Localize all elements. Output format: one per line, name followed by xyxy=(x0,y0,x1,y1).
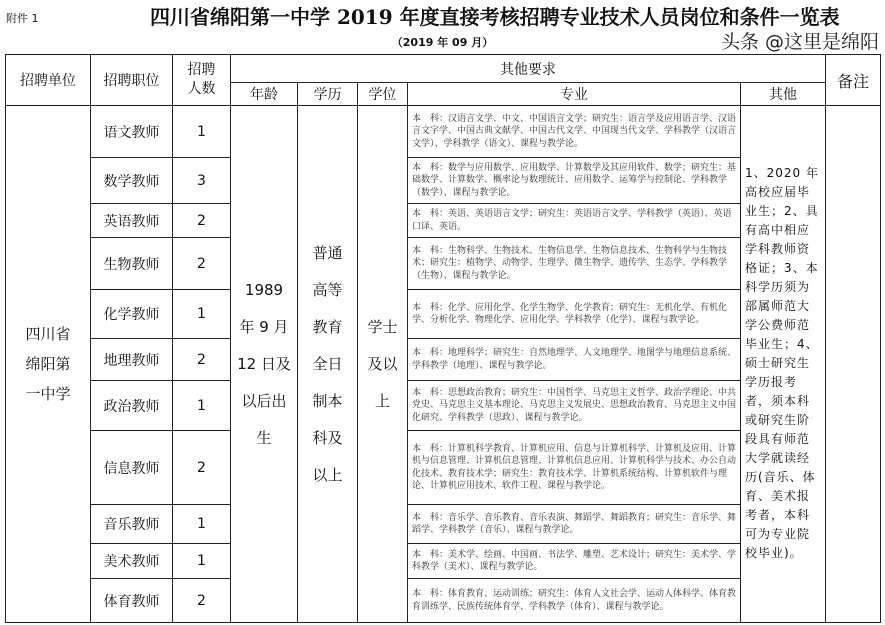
major-cell: 本 科：计算机科学教育、计算机应用、信息与计算机科学、计算机及应用、计算机与信息管理、计算机信息管理、计算机信息应用、计算机科学与技术、办公自动化技术、教育技术学；研究生：教育技术学、计算机系统结构、计算机软件与理论、计算机应用技术、软件工程、课程与教学论。 xyxy=(408,431,741,505)
header-degree: 学位 xyxy=(358,83,408,106)
header-age: 年龄 xyxy=(231,83,298,106)
major-cell: 本 科：生物科学、生物技术、生物信息学、生物信息技术、生物科学与生物技术；研究生：植物学、动物学、生理学、微生物学、遗传学、生态学、学科教学（生物）、课程与教学论。 xyxy=(408,238,741,290)
major-cell: 本 科：体育教育、运动训练；研究生：体育人文社会学、运动人体科学、体育教育训练学、民族传统体育学、学科教学（体育）、课程与教学论。 xyxy=(408,579,741,623)
header-education: 学历 xyxy=(298,83,358,106)
header-other-requirements: 其他要求 xyxy=(231,55,826,83)
major-cell: 本 科：音乐学、音乐教育、音乐表演、舞蹈学、舞蹈教育；研究生：音乐学、舞蹈学、学科教学（音乐）、课程与教学论。 xyxy=(408,505,741,544)
major-cell: 本 科：化学、应用化学、化学生物学、化学教育；研究生：无机化学、有机化学、分析化学、物理化学、应用化学、学科教学（化学）、课程与教学论。 xyxy=(408,290,741,339)
attachment-label: 附件 1 xyxy=(6,12,39,25)
count-cell: 1 xyxy=(173,544,231,579)
count-cell: 2 xyxy=(173,579,231,623)
count-cell: 1 xyxy=(173,381,231,431)
header-remark: 备注 xyxy=(826,55,881,106)
position-cell: 信息教师 xyxy=(91,431,173,505)
position-cell: 语文教师 xyxy=(91,106,173,158)
count-cell: 1 xyxy=(173,505,231,544)
position-cell: 音乐教师 xyxy=(91,505,173,544)
position-cell: 数学教师 xyxy=(91,158,173,204)
major-cell: 本 科：思想政治教育；研究生：中国哲学、马克思主义哲学、政治学理论、中共党史、马克思主义基本理论、马克思主义发展史、思想政治教育、马克思主义中国化研究、学科教学（思政）、课程与教学论。 xyxy=(408,381,741,431)
header-count: 招聘人数 xyxy=(173,55,231,106)
major-cell: 本 科：美术学、绘画、中国画、书法学、雕塑、艺术设计；研究生：美术学、学科教学（美术）、课程与教学论。 xyxy=(408,544,741,579)
count-cell: 2 xyxy=(173,204,231,238)
position-cell: 美术教师 xyxy=(91,544,173,579)
header-major: 专业 xyxy=(408,83,741,106)
header-other: 其他 xyxy=(741,83,826,106)
position-cell: 化学教师 xyxy=(91,290,173,339)
degree-cell: 学士及以上 xyxy=(358,106,408,623)
table-row xyxy=(6,106,881,158)
major-cell: 本 科：地理科学；研究生：自然地理学、人文地理学、地图学与地理信息系统、学科教学（地理）、课程与教学论。 xyxy=(408,339,741,381)
major-cell: 本 科：英语、英语语言文学；研究生：英语语言文学、学科教学（英语）、英语口译、英语。 xyxy=(408,204,741,238)
unit-cell: 四川省绵阳第一中学 xyxy=(6,106,91,623)
count-cell: 2 xyxy=(173,339,231,381)
recruitment-table xyxy=(5,54,881,623)
education-cell: 普通高等教育全日制本科及以上 xyxy=(298,106,358,623)
position-cell: 英语教师 xyxy=(91,204,173,238)
watermark: 头条 @这里是绵阳 xyxy=(720,31,879,53)
major-cell: 本 科：汉语言文学、中文、中国语言文学；研究生：语言学及应用语言学、汉语言文字学、中国古典文献学、中国古代文学、中国现当代文学、学科教学（汉语言文学）、学科教学（语文）、课程与教学论。 xyxy=(408,106,741,158)
count-cell: 2 xyxy=(173,431,231,505)
page-title: 四川省绵阳第一中学 2019 年度直接考核招聘专业技术人员岗位和条件一览表 xyxy=(150,5,840,29)
position-cell: 体育教师 xyxy=(91,579,173,623)
count-cell: 1 xyxy=(173,290,231,339)
position-cell: 政治教师 xyxy=(91,381,173,431)
header-position: 招聘职位 xyxy=(91,55,173,106)
remark-cell xyxy=(826,106,881,623)
header-unit: 招聘单位 xyxy=(6,55,91,106)
page-subtitle: （2019 年 09 月） xyxy=(391,36,494,49)
major-cell: 本 科：数学与应用数学、应用数学、计算数学及其应用软件、数学；研究生：基础数学、计算数学、概率论与数理统计、应用数学、运筹学与控制论、学科教学（数学）、课程与教学论。 xyxy=(408,158,741,204)
position-cell: 地理教师 xyxy=(91,339,173,381)
other-cell: 1、2020 年高校应届毕业生；2、具有高中相应学科教师资格证；3、本科学历须为部属师范大学公费师范毕业生；4、硕士研究生学历报考者，须本科或研究生阶段具有师范大学就读经历(音乐、体育、美术报考者，本科可为专业院校毕业)。 xyxy=(741,106,826,623)
count-cell: 2 xyxy=(173,238,231,290)
position-cell: 生物教师 xyxy=(91,238,173,290)
age-cell: 1989 年 9 月 12 日及以后出生 xyxy=(231,106,298,623)
count-cell: 1 xyxy=(173,106,231,158)
count-cell: 3 xyxy=(173,158,231,204)
